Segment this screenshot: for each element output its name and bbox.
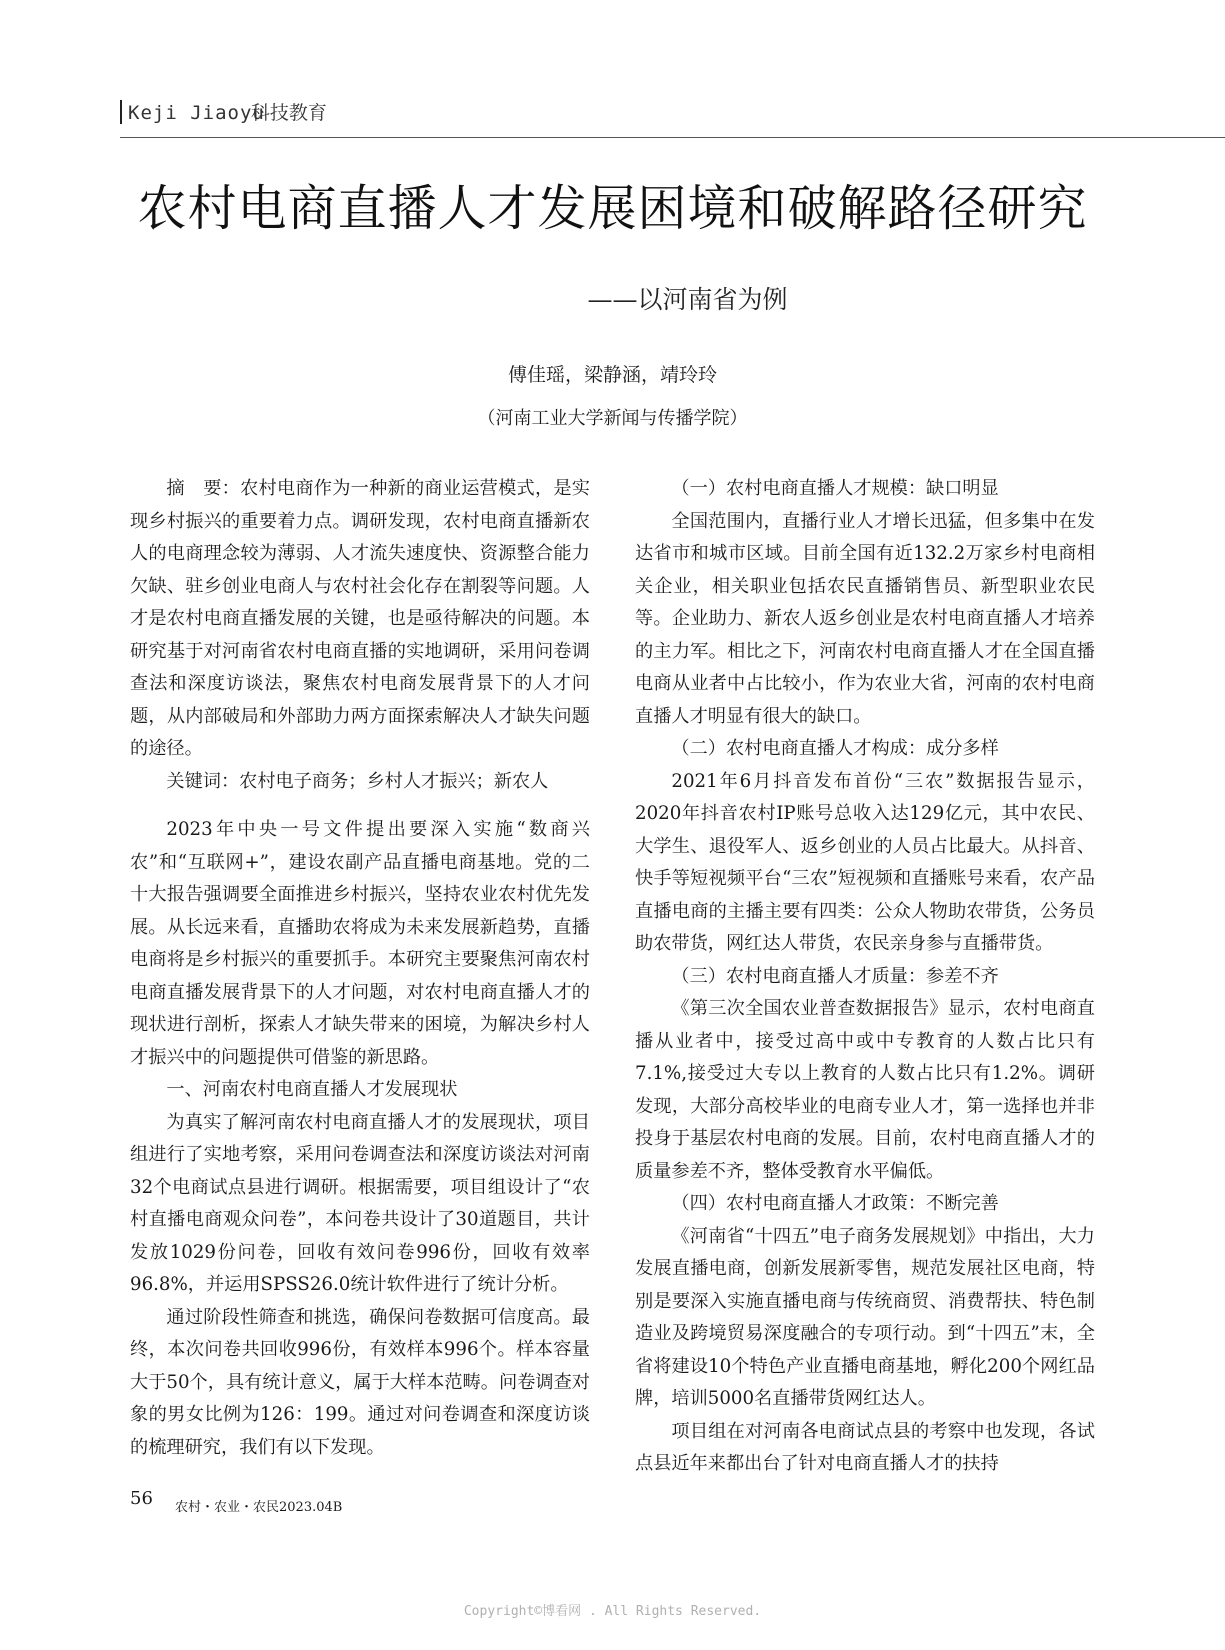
intro-paragraph: 2023年中央一号文件提出要深入实施“数商兴农”和“互联网+”，建设农副产品直播电商基地。党的二十大报告强调要全面推进乡村振兴，坚持农业农村优先发展。从长远来看，直播助农将成为未来发展新趋势，直播电商将是乡村振兴的重要抓手。本研究主要聚焦河南农村电商直播发展背景下的人才问题，对农村电商直播人才的现状进行剖析，探索人才缺失带来的困境，为解决乡村人才振兴中的问题提供可借鉴的新思路。 xyxy=(130,819,590,1068)
left-column xyxy=(130,473,590,1464)
body-paragraph: 为真实了解河南农村电商直播人才的发展现状，项目组进行了实地考察，采用问卷调查法和深度访谈法对河南32个电商试点县进行调研。根据需要，项目组设计了“农村直播电商观众问卷”，本问卷共设计了30道题目，共计发放1029份问卷，回收有效问卷996份，回收有效率96.8%，并运用SPSS26.0统计软件进行了统计分析。 xyxy=(130,1111,590,1295)
article-subtitle: ——以河南省为例 xyxy=(587,285,788,314)
section-heading: 一、河南农村电商直播人才发展现状 xyxy=(166,1079,458,1100)
subsection-heading: （一）农村电商直播人才规模：缺口明显 xyxy=(671,478,999,499)
header-chinese: 科技教育 xyxy=(250,102,327,124)
spacer xyxy=(130,798,590,814)
page-number: 56 xyxy=(130,1488,153,1509)
abstract: 摘 要：农村电商作为一种新的商业运营模式，是实现乡村振兴的重要着力点。调研发现，农村电商直播新农人的电商理念较为薄弱、人才流失速度快、资源整合能力欠缺、驻乡创业电商人与农村社会化存在割裂等问题。人才是农村电商直播发展的关键，也是亟待解决的问题。本研究基于对河南省农村电商直播的实地调研，采用问卷调查法和深度访谈法，聚焦农村电商发展背景下的人才问题，从内部破局和外部助力两方面探索解决人才缺失问题的途径。 xyxy=(130,478,590,759)
body-paragraph: 通过阶段性筛查和挑选，确保问卷数据可信度高。最终，本次问卷共回收996份，有效样本996个。样本容量大于50个，具有统计意义，属于大样本范畴。问卷调查对象的男女比例为126：199。通过对问卷调查和深度访谈的梳理研究，我们有以下发现。 xyxy=(130,1306,590,1458)
article-title: 农村电商直播人才发展困境和破解路径研究 xyxy=(137,180,1088,237)
body-paragraph: 项目组在对河南各电商试点县的考察中也发现，各试点县近年来都出台了针对电商直播人才的扶持 xyxy=(635,1420,1095,1474)
right-column xyxy=(635,473,1095,1481)
running-header xyxy=(120,98,327,125)
journal-footer: 农村・农业・农民2023.04B xyxy=(175,1500,343,1515)
body-paragraph: 《河南省“十四五”电子商务发展规划》中指出，大力发展直播电商，创新发展新零售，规范发展社区电商，特别是要深入实施直播电商与传统商贸、消费帮扶、特色制造业及跨境贸易深度融合的专项行动。到“十四五”末，全省将建设10个特色产业直播电商基地，孵化200个网红品牌，培训5000名直播带货网红达人。 xyxy=(635,1225,1095,1409)
body-paragraph: 全国范围内，直播行业人才增长迅猛，但多集中在发达省市和城市区域。目前全国有近132.2万家乡村电商相关企业，相关职业包括农民直播销售员、新型职业农民等。企业助力、新农人返乡创业是农村电商直播人才培养的主力军。相比之下，河南农村电商直播人才在全国直播电商从业者中占比较小，作为农业大省，河南的农村电商直播人才明显有很大的缺口。 xyxy=(635,510,1095,727)
keywords: 关键词：农村电子商务；乡村人才振兴；新农人 xyxy=(166,770,549,792)
body-paragraph: 《第三次全国农业普查数据报告》显示，农村电商直播从业者中，接受过高中或中专教育的人数占比只有7.1%,接受过大专以上教育的人数占比只有1.2%。调研发现，大部分高校毕业的电商专业人才，第一选择也并非投身于基层农村电商的发展。目前，农村电商直播人才的质量参差不齐，整体受教育水平偏低。 xyxy=(635,998,1095,1182)
body-paragraph: 2021年6月抖音发布首份“三农”数据报告显示，2020年抖音农村IP账号总收入达129亿元，其中农民、大学生、退役军人、返乡创业的人员占比最大。从抖音、快手等短视频平台“三农”短视频和直播账号来看，农产品直播电商的主播主要有四类：公众人物助农带货，公务员助农带货，网红达人带货，农民亲身参与直播带货。 xyxy=(635,770,1095,954)
header-rule xyxy=(120,137,1225,138)
subsection-heading: （三）农村电商直播人才质量：参差不齐 xyxy=(671,965,999,987)
affiliation: （河南工业大学新闻与传播学院） xyxy=(477,408,748,429)
authors: 傅佳瑶，梁静涵，靖玲玲 xyxy=(507,364,717,386)
subsection-heading: （四）农村电商直播人才政策：不断完善 xyxy=(671,1193,999,1214)
copyright-watermark: Copyright©博看网 . All Rights Reserved. xyxy=(463,1604,762,1619)
header-bar xyxy=(120,100,122,124)
subsection-heading: （二）农村电商直播人才构成：成分多样 xyxy=(671,738,999,759)
header-latin: Keji Jiaoyu xyxy=(128,102,265,124)
